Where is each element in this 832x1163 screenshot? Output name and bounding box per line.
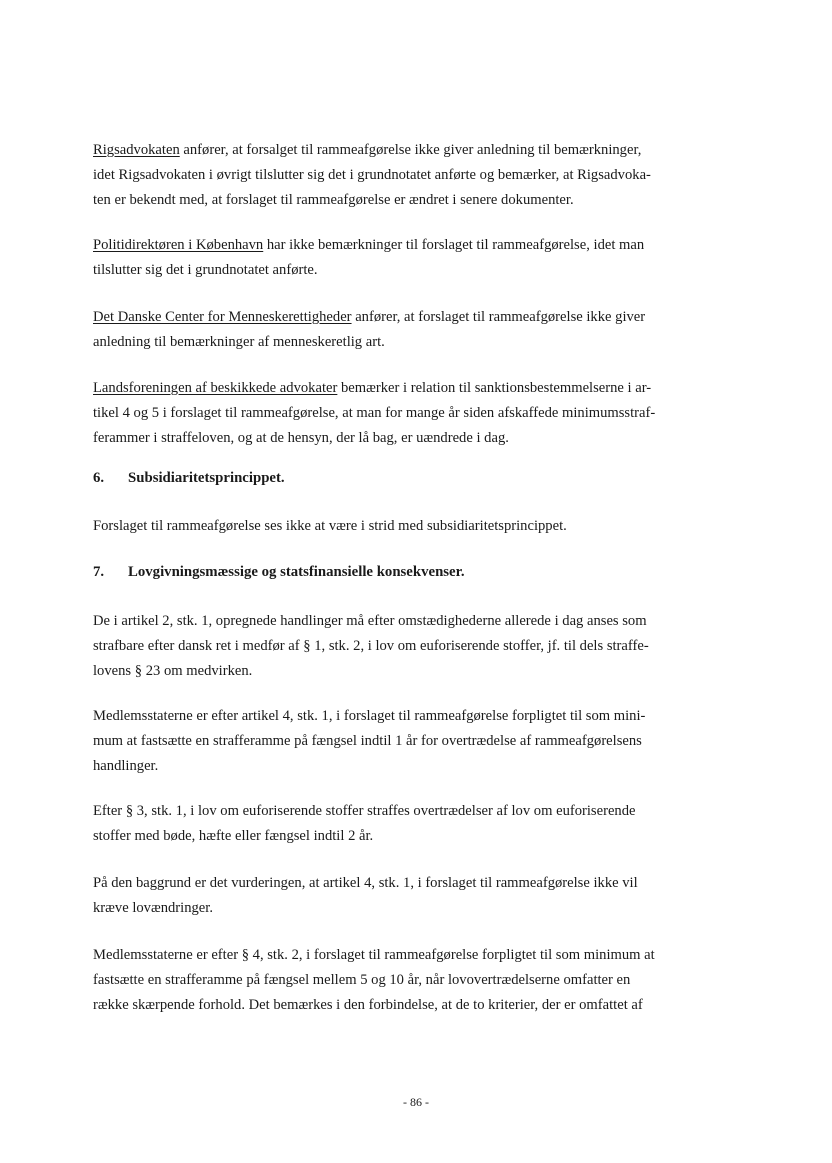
org-name: Landsforeningen af beskikkede advokater — [93, 380, 338, 396]
paragraph-menneskerettigheder: Det Danske Center for Menneskerettigheder anfører, at forslaget til rammeafgørelse ikke giver anledning til bemærkninger af menneskeretlig art. — [93, 309, 646, 350]
paragraph-artikel-4-stk-1: Medlemsstaterne er efter artikel 4, stk. 1, i forslaget til rammeafgørelse forpligtet til som mini- mum at fastsætte en strafferamme på fængsel indtil 1 år for overtrædelse af rammeafgørelsens handlinger. — [93, 708, 646, 774]
paragraph-paragraf-4-stk-2: Medlemsstaterne er efter § 4, stk. 2, i forslaget til rammeafgørelse forpligtet til som minimum at fastsætte en strafferamme på fængsel mellem 5 og 10 år, når lovovertrædelserne omfatter en række skærpende forhold. Det bemærkes i den forbindelse, at de to kriterier, der er omfattet af — [93, 947, 655, 1013]
paragraph-subsidiaritet: Forslaget til rammeafgørelse ses ikke at være i strid med subsidiaritetsprincippet. — [93, 518, 567, 534]
paragraph-landsforeningen: Landsforeningen af beskikkede advokater bemærker i relation til sanktionsbestemmelserne i ar- tikel 4 og 5 i forslaget til rammeafgørelse, at man for mange år siden afskaffede minimumsstraf- ferammer i straffeloven, og at de hensyn, der lå bag, er uændrede i dag. — [93, 380, 656, 446]
paragraph-paragraf-3: Efter § 3, stk. 1, i lov om euforiserende stoffer straffes overtrædelser af lov om euforiserende stoffer med bøde, hæfte eller fængsel indtil 2 år. — [93, 803, 636, 844]
org-name: Rigsadvokaten — [93, 142, 180, 158]
paragraph-politidirektoren: Politidirektøren i København har ikke bemærkninger til forslaget til rammeafgørelse, idet man tilslutter sig det i grundnotatet anførte. — [93, 237, 645, 278]
section-heading-6: 6. Subsidiaritetsprincippet. — [93, 470, 285, 486]
page-number: - 86 - — [403, 1095, 429, 1109]
org-name: Det Danske Center for Menneskerettigheder — [93, 309, 352, 325]
paragraph-vurdering: På den baggrund er det vurderingen, at artikel 4, stk. 1, i forslaget til rammeafgørelse ikke vil kræve lovændringer. — [93, 875, 638, 916]
paragraph-artikel-2: De i artikel 2, stk. 1, opregnede handlinger må efter omstædighederne allerede i dag anses som strafbare efter dansk ret i medfør af § 1, stk. 2, i lov om euforiserende stoffer, jf. til dels straffe- lovens § 23 om medvirken. — [93, 613, 649, 679]
org-name: Politidirektøren i København — [93, 237, 264, 253]
section-heading-7: 7. Lovgivningsmæssige og statsfinansielle konsekvenser. — [93, 564, 465, 580]
paragraph-rigsadvokaten: Rigsadvokaten anfører, at forsalget til rammeafgørelse ikke giver anledning til bemærkninger, idet Rigsadvokaten i øvrigt tilslutter sig det i grundnotatet anførte og bemærker, at Rigsadvoka- ten er bekendt med, at forslaget til rammeafgørelse er ændret i senere dokumenter. — [93, 142, 651, 208]
